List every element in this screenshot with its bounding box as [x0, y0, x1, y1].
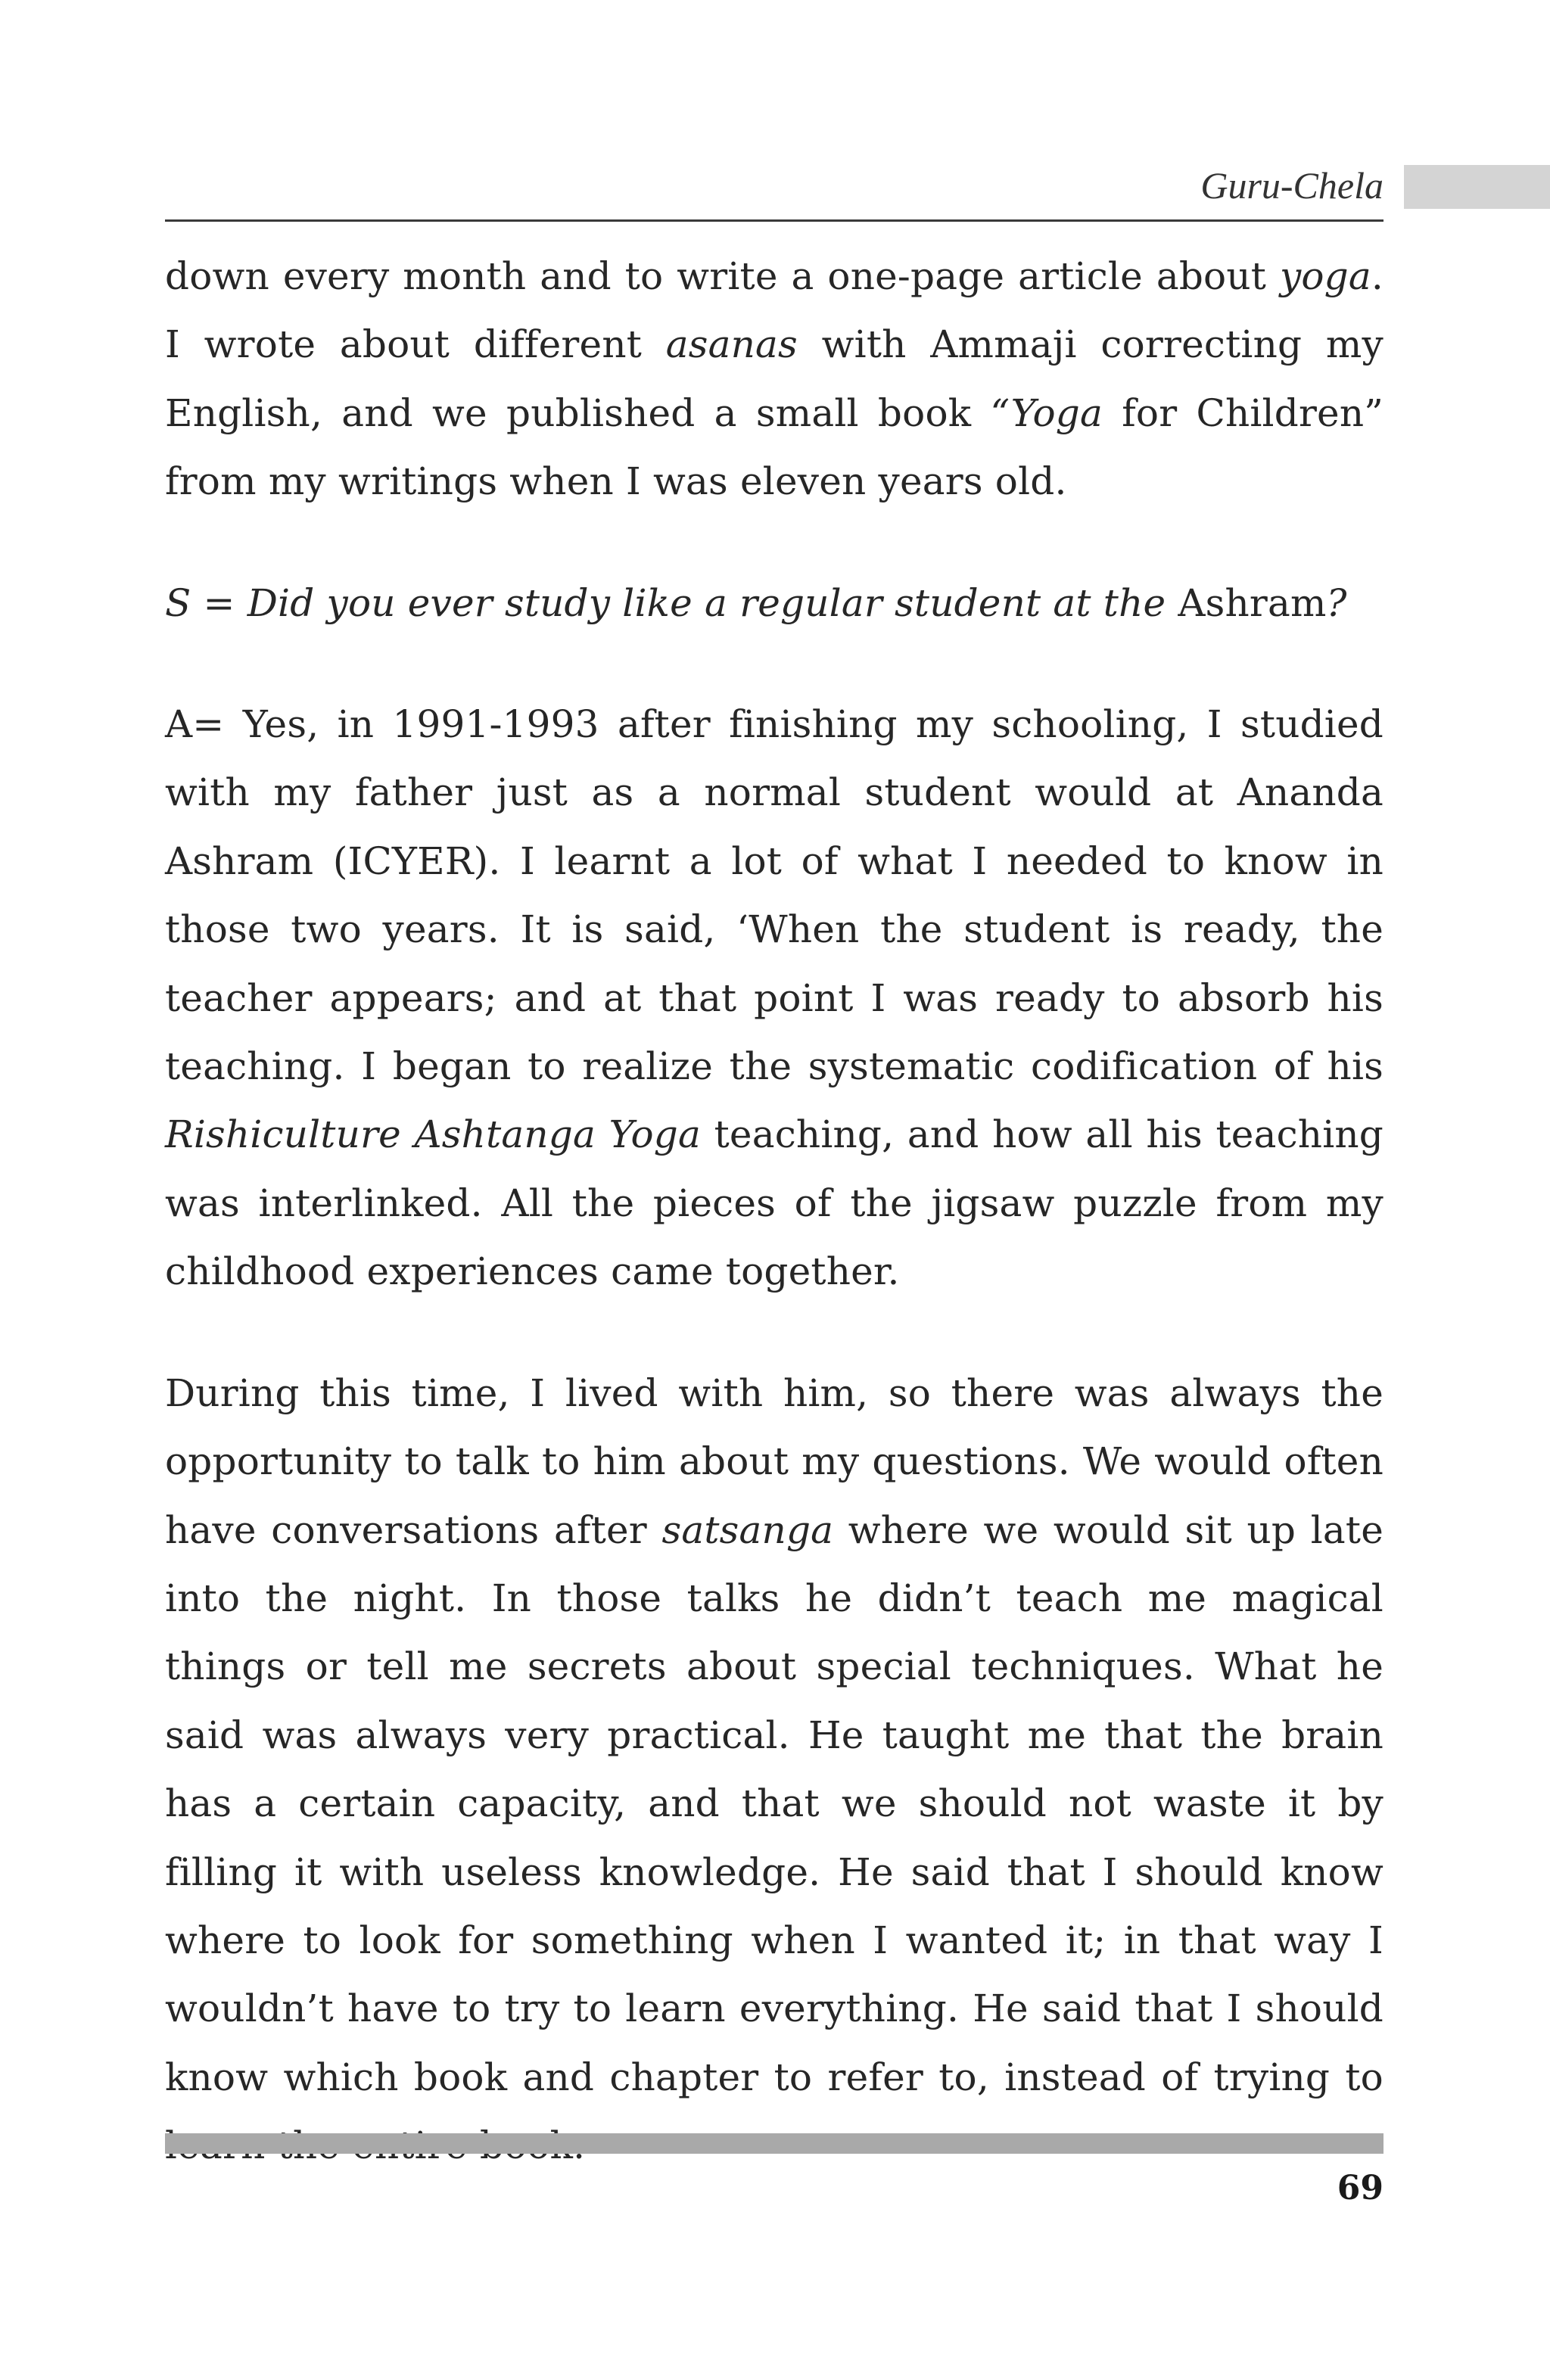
italic-run: satsanga: [661, 1507, 834, 1552]
body-text: [165, 242, 1383, 2180]
text-run: teaching, and how all his teaching was interlinked. All the pieces of the jigsaw puzzle from my childhood experiences came together.: [165, 1112, 1383, 1294]
footer-rule: [165, 2133, 1383, 2154]
italic-run: Rishiculture Ashtanga Yoga: [165, 1112, 701, 1157]
paragraph-4: [165, 1359, 1383, 2180]
italic-run: asanas: [665, 322, 798, 367]
text-run: During this time, I lived with him, so there was always the opportunity to talk to him about my questions. We would often have conversations after: [165, 1370, 1383, 1552]
paragraph-answer: [165, 690, 1383, 1306]
running-header-title: Guru-Chela: [1200, 164, 1383, 207]
text-run: for Children” from my writings when I was eleven years old.: [165, 390, 1383, 504]
text-run: A= Yes, in 1991-1993 after finishing my schooling, I studied with my father just as a normal student would at Ananda Ashram (ICYER). I learnt a lot of what I needed to know in those two years. It is said, ‘When the student is ready, the teacher appears; and at that point I was ready to absorb his teaching. I began to realize the systematic codification of his: [165, 702, 1383, 1089]
italic-run: S = Did you ever study like a regular student at the: [165, 580, 1166, 625]
text-run: Ashram: [1166, 580, 1327, 625]
text-run: . I wrote about different: [165, 254, 1383, 367]
header-tab-marker: [1404, 165, 1550, 209]
header-rule: [165, 219, 1383, 222]
text-run: down every month and to write a one-page article about: [165, 254, 1280, 298]
text-run: where we would sit up late into the night. In those talks he didn’t teach me magical things or tell me secrets about special techniques. What he said was always very practical. He taught me that the brain has a certain capacity, and that we should not waste it by filling it with useless knowledge. He said that I should know where to look for something when I wanted it; in that way I wouldn’t have to try to learn everything. He said that I should know which book and chapter to refer to, instead of trying to: [165, 1507, 1383, 2099]
paragraph-question: [165, 569, 1383, 637]
text-run: with Ammaji correcting my English, and we published a small book: [165, 322, 1383, 435]
page-number: 69: [1337, 2169, 1383, 2207]
italic-run: yoga: [1279, 254, 1371, 298]
italic-run: “Yoga: [990, 390, 1103, 435]
italic-run: ?: [1326, 580, 1347, 625]
paragraph-1: [165, 242, 1383, 516]
